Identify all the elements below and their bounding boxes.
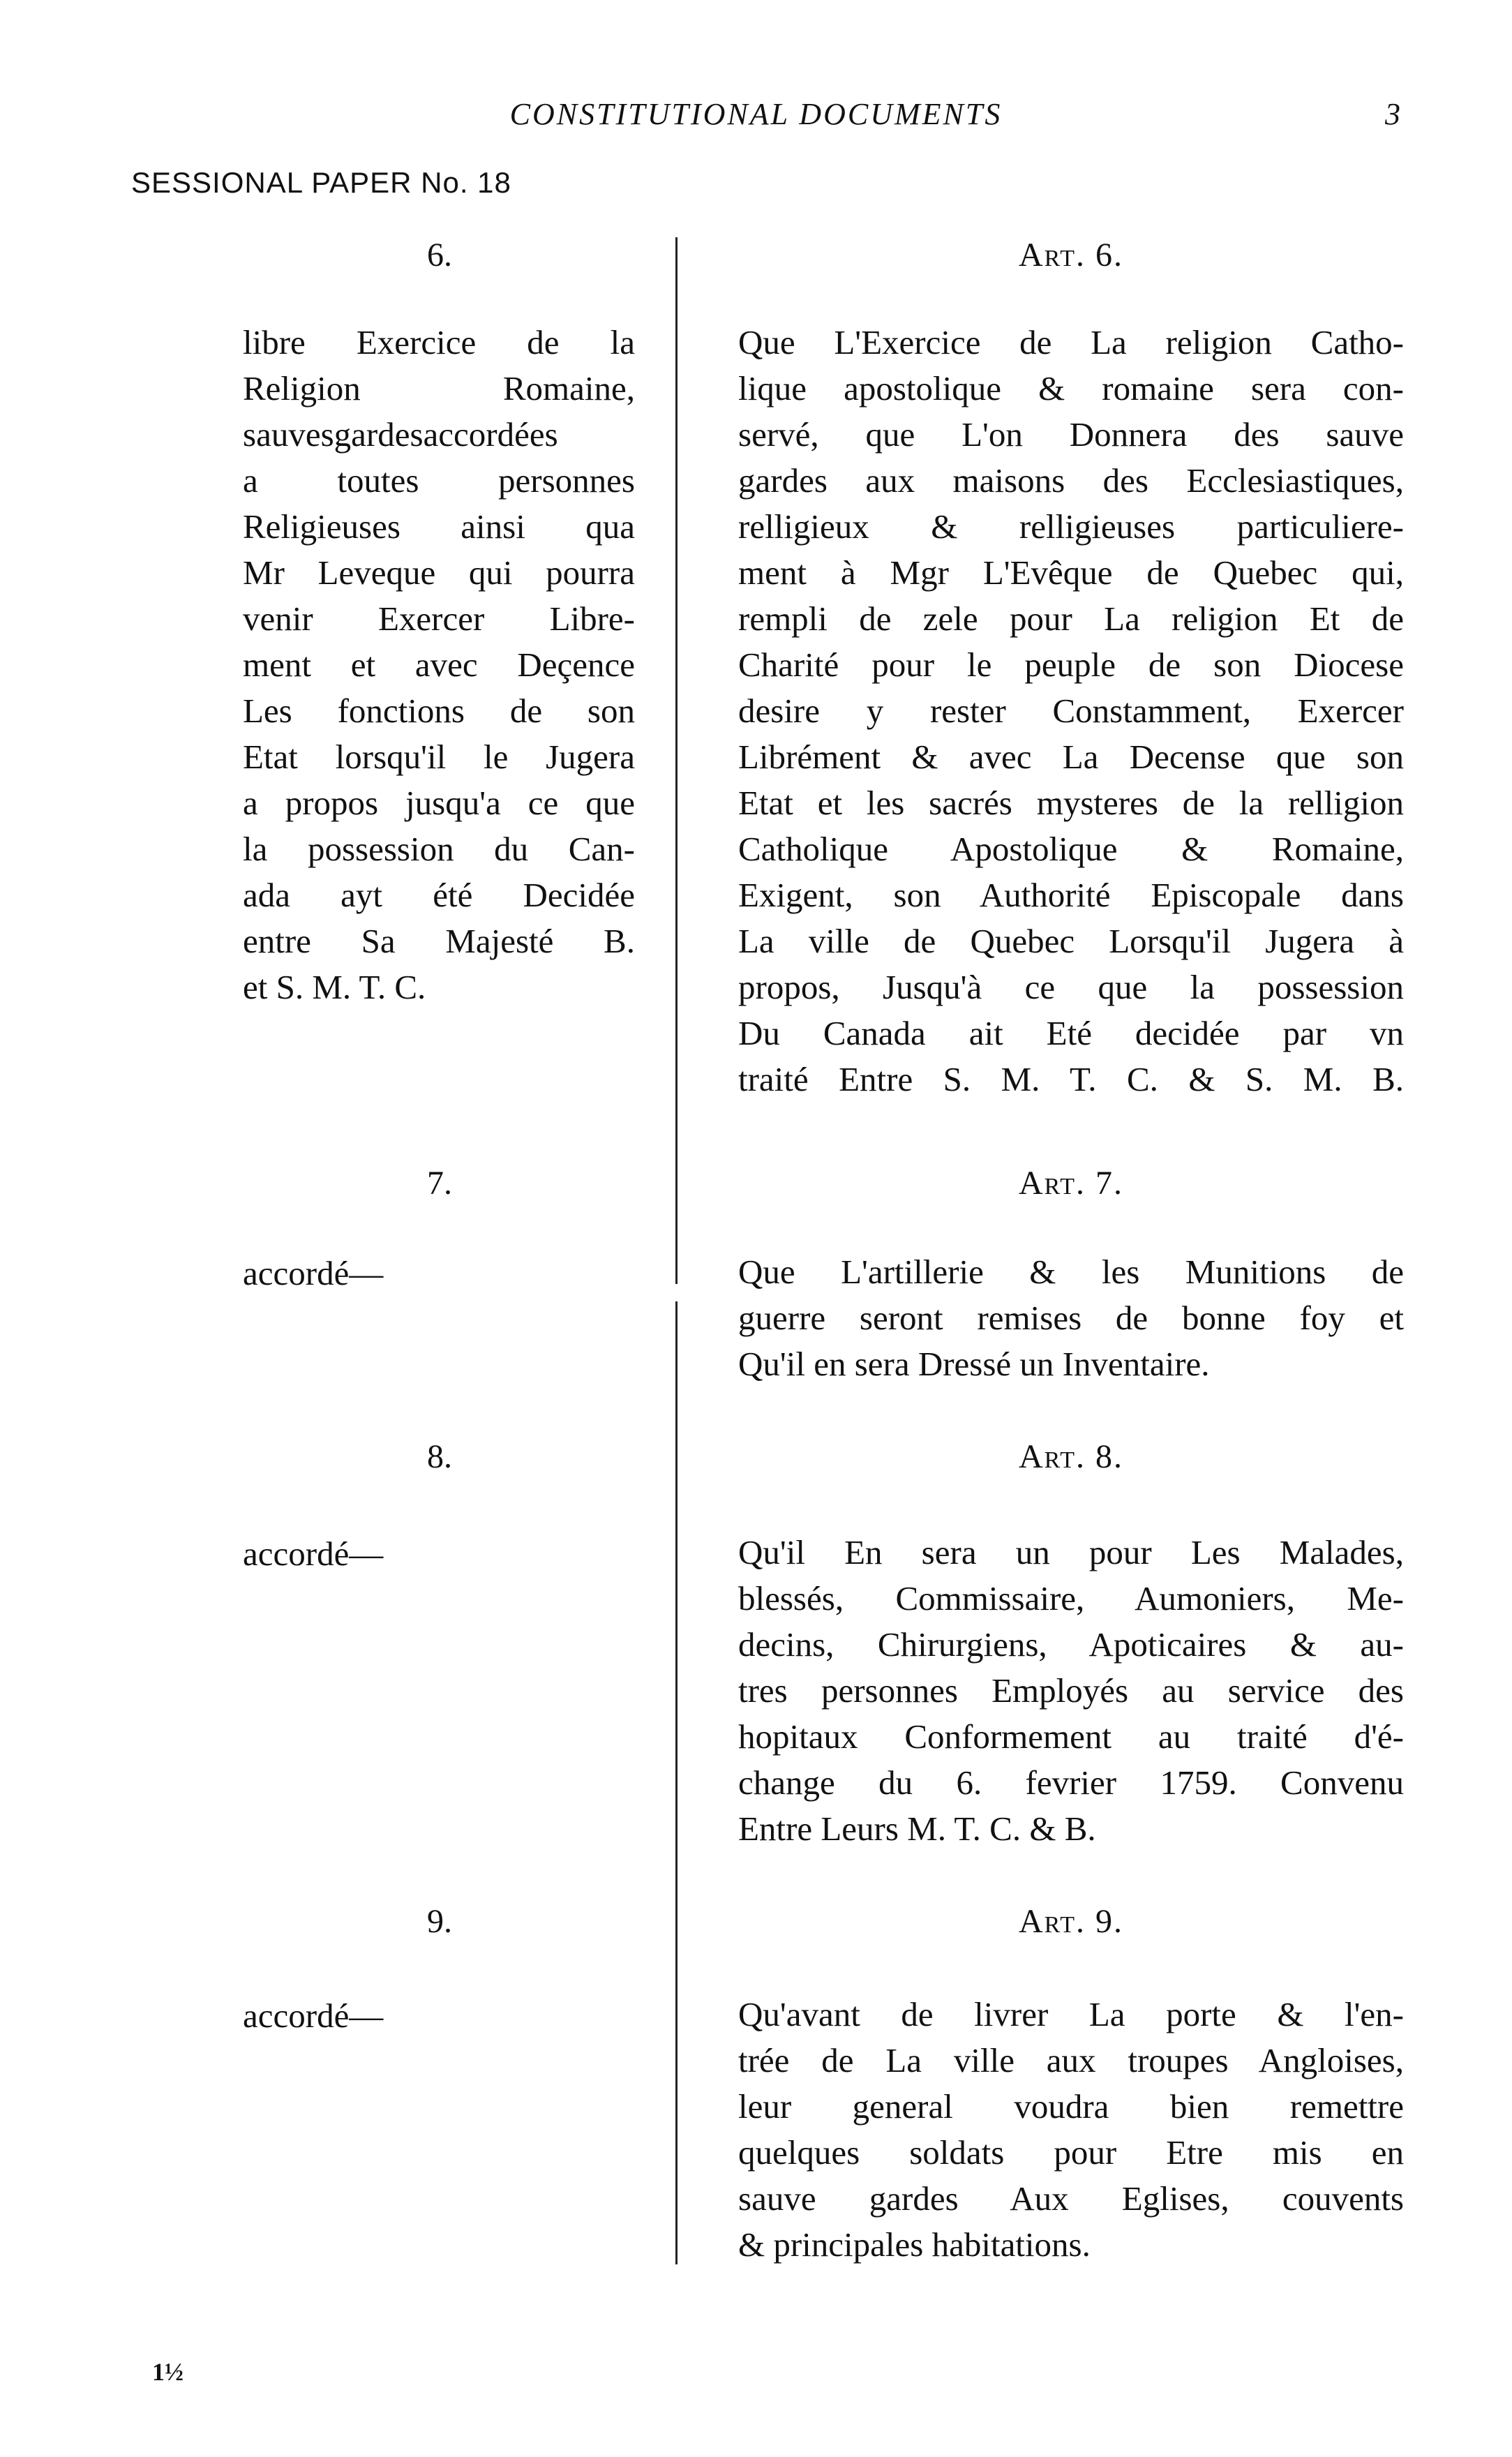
article-heading (738, 1164, 1404, 1202)
text-line: hopitaux Conformement au traité d'é- (738, 1717, 1404, 1756)
text-line: sauve gardes Aux Eglises, couvents (738, 2179, 1404, 2218)
text-line: Que L'artillerie & les Munitions de (738, 1253, 1404, 1291)
text-line: servé, que L'on Donnera des sauve (738, 415, 1404, 454)
text-line: tres personnes Employés au service des (738, 1671, 1404, 1710)
column-rule (675, 1301, 678, 2264)
text-line: ada ayt été Decidée (243, 876, 635, 914)
text-line: Religieuses ainsi qua (243, 507, 635, 546)
text-line: Mr Leveque qui pourra (243, 553, 635, 592)
text-line: Religion Romaine, (243, 369, 635, 408)
text-line: Du Canada ait Eté decidée par vn (738, 1014, 1404, 1052)
article-text (738, 1530, 1404, 1852)
text-line: Qu'il En sera un pour Les Malades, (738, 1533, 1404, 1571)
text-line: Charité pour le peuple de son Diocese (738, 645, 1404, 684)
page-number: 3 (1385, 97, 1400, 131)
text-line: guerre seront remises de bonne foy et (738, 1299, 1404, 1337)
article-heading (738, 1437, 1404, 1476)
article-heading-text: Art. 8. (1018, 1438, 1124, 1475)
column-rule (675, 237, 678, 1284)
text-line: Exigent, son Authorité Episcopale dans (738, 876, 1404, 914)
text-line: relligieux & relligieuses particuliere- (738, 507, 1404, 546)
text-line: blessés, Commissaire, Aumoniers, Me- (738, 1579, 1404, 1618)
reply-text: accordé— (243, 1254, 384, 1292)
text-line: sauvesgardesaccordées (243, 415, 558, 454)
text-line: & principales habitations. (738, 2225, 1091, 2264)
text-line: trée de La ville aux troupes Angloises, (738, 2041, 1404, 2079)
text-line: gardes aux maisons des Ecclesiastiques, (738, 461, 1404, 500)
text-line: ment et avec Deçence (243, 645, 635, 684)
text-line: change du 6. fevrier 1759. Convenu (738, 1763, 1404, 1802)
text-line: entre Sa Majesté B. (243, 922, 635, 960)
text-line: et S. M. T. C. (243, 968, 426, 1006)
section-number: 7. (427, 1165, 452, 1202)
article-heading (738, 1902, 1404, 1941)
text-line: traité Entre S. M. T. C. & S. M. B. (738, 1060, 1404, 1098)
text-line: quelques soldats pour Etre mis en (738, 2133, 1404, 2172)
reply-text: accordé— (243, 1534, 384, 1573)
section-number: 9. (427, 1903, 452, 1940)
text-line: Qu'il en sera Dressé un Inventaire. (738, 1345, 1210, 1383)
text-line: decins, Chirurgiens, Apoticaires & au- (738, 1625, 1404, 1664)
sessional-paper-label: SESSIONAL PAPER No. 18 (131, 166, 511, 199)
running-title: CONSTITUTIONAL DOCUMENTS (509, 97, 1003, 131)
text-line: libre Exercice de la (243, 323, 635, 361)
text-line: leur general voudra bien remettre (738, 2087, 1404, 2126)
text-line: ment à Mgr L'Evêque de Quebec qui, (738, 553, 1404, 592)
section-number: 6. (427, 237, 452, 274)
text-line: a toutes personnes (243, 461, 635, 500)
text-line: Qu'avant de livrer La porte & l'en- (738, 1995, 1404, 2033)
article-text (738, 320, 1404, 1103)
text-line: lique apostolique & romaine sera con- (738, 369, 1404, 408)
text-line: Les fonctions de son (243, 692, 635, 730)
text-line: Que L'Exercice de La religion Catho- (738, 323, 1404, 361)
text-line: la possession du Can- (243, 830, 635, 868)
text-line: Etat lorsqu'il le Jugera (243, 738, 635, 776)
article-heading-text: Art. 7. (1018, 1165, 1124, 1202)
text-line: Etat et les sacrés mysteres de la relligion (738, 784, 1404, 822)
article-text (738, 1992, 1404, 2268)
article-heading-text: Art. 6. (1018, 237, 1124, 274)
article-text (738, 1249, 1404, 1387)
text-line: Librément & avec La Decense que son (738, 738, 1404, 776)
section-number: 8. (427, 1438, 452, 1475)
text-line: propos, Jusqu'à ce que la possession (738, 968, 1404, 1006)
text-line: Catholique Apostolique & Romaine, (738, 830, 1404, 868)
text-line: La ville de Quebec Lorsqu'il Jugera à (738, 922, 1404, 960)
text-line: desire y rester Constamment, Exercer (738, 692, 1404, 730)
text-line: Entre Leurs M. T. C. & B. (738, 1809, 1096, 1848)
text-line: a propos jusqu'a ce que (243, 784, 635, 822)
text-line: rempli de zele pour La religion Et de (738, 599, 1404, 638)
article-heading-text: Art. 9. (1018, 1903, 1124, 1940)
reply-text: accordé— (243, 1996, 384, 2035)
signature-mark: 1½ (152, 2358, 184, 2386)
article-heading (738, 236, 1404, 274)
reply-text (243, 320, 635, 1010)
text-line: venir Exercer Libre- (243, 599, 635, 638)
